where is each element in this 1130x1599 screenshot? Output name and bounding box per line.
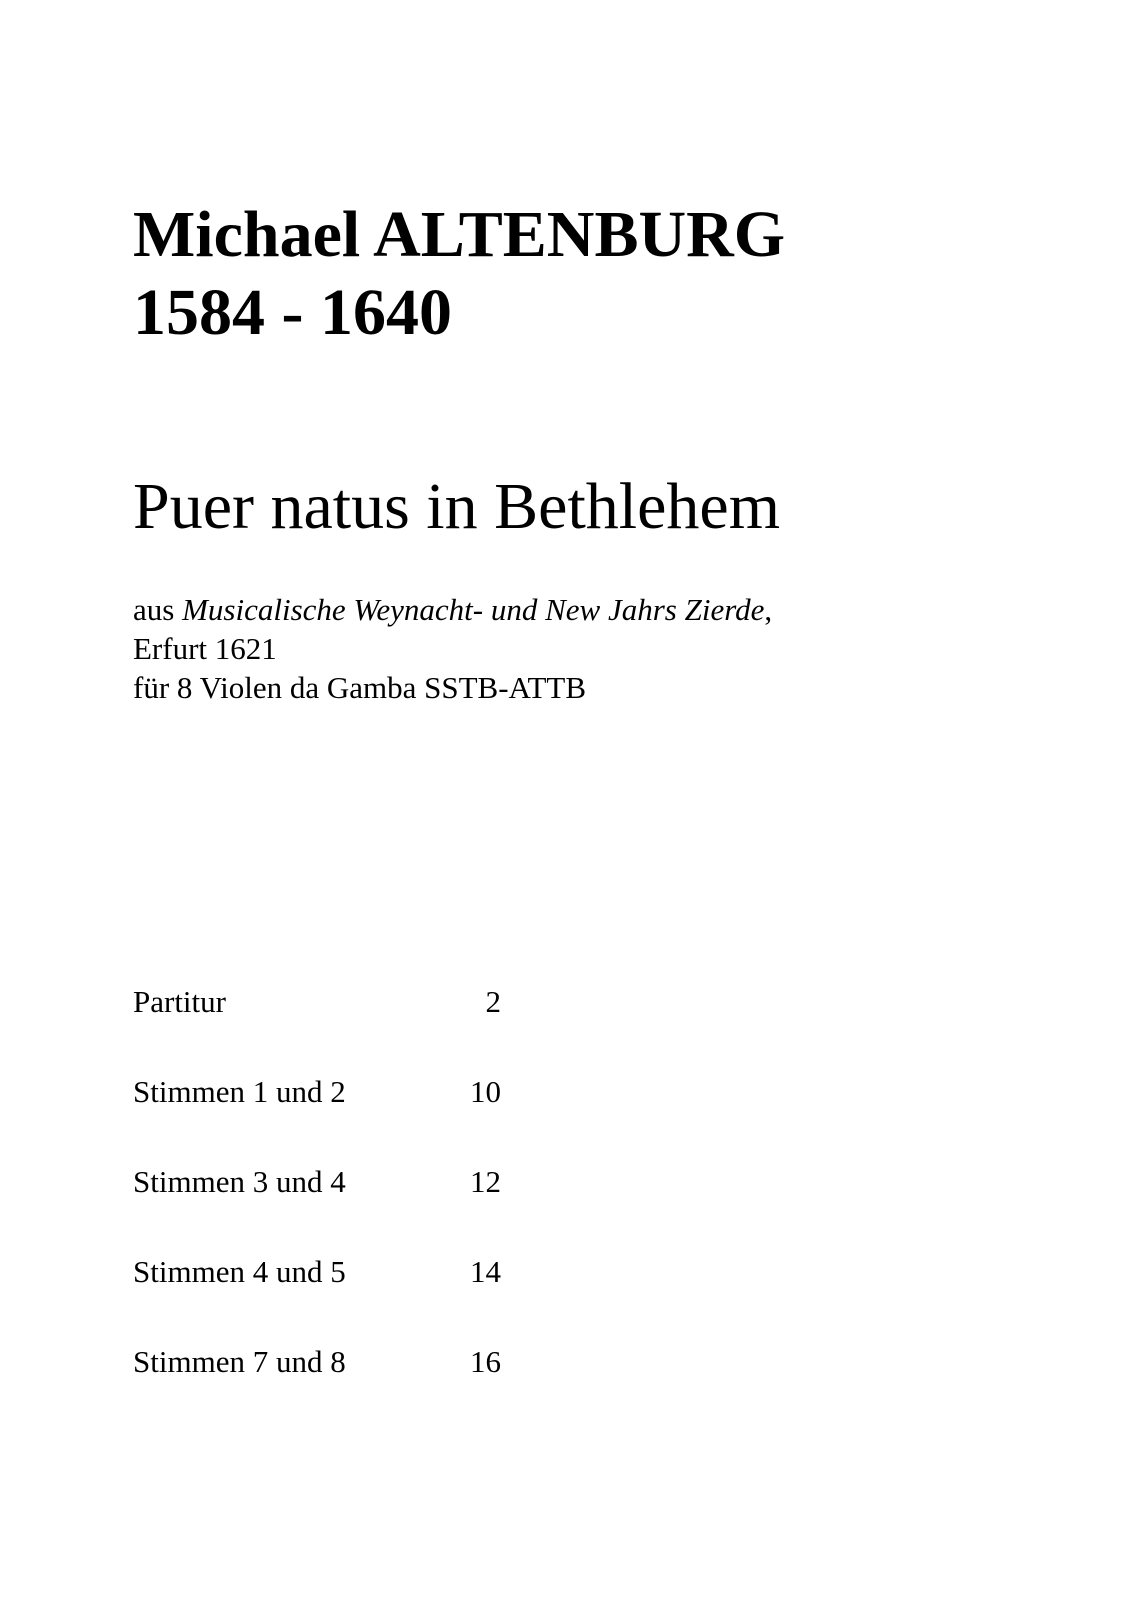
toc-page-number: 16 [470, 1344, 501, 1379]
composer-heading [133, 196, 785, 352]
toc-row [133, 1254, 553, 1290]
toc-row [133, 1074, 553, 1110]
toc-page-number: 14 [470, 1254, 501, 1289]
toc-row [133, 984, 553, 1020]
toc-row [133, 1164, 553, 1200]
collection-title: Musicalische Weynacht- und New Jahrs Zierde [182, 592, 765, 627]
toc-label: Partitur [133, 984, 226, 1019]
toc-label: Stimmen 1 und 2 [133, 1074, 346, 1109]
source-info [133, 590, 772, 707]
toc-row [133, 1344, 553, 1380]
table-of-contents [133, 984, 553, 1434]
instrumentation: für 8 Violen da Gamba SSTB-ATTB [133, 670, 587, 705]
toc-label: Stimmen 4 und 5 [133, 1254, 346, 1289]
toc-page-number: 10 [470, 1074, 501, 1109]
toc-label: Stimmen 7 und 8 [133, 1344, 346, 1379]
composer-dates: 1584 - 1640 [133, 276, 452, 349]
source-prefix: aus [133, 592, 183, 627]
toc-page-number: 2 [485, 984, 501, 1019]
source-place-year: Erfurt 1621 [133, 631, 277, 666]
toc-page-number: 12 [470, 1164, 501, 1199]
composer-name: Michael ALTENBURG [133, 198, 786, 271]
work-title: Puer natus in Bethlehem [133, 470, 781, 543]
toc-label: Stimmen 3 und 4 [133, 1164, 346, 1199]
source-collection-line [133, 590, 772, 629]
source-suffix: , [764, 592, 773, 627]
